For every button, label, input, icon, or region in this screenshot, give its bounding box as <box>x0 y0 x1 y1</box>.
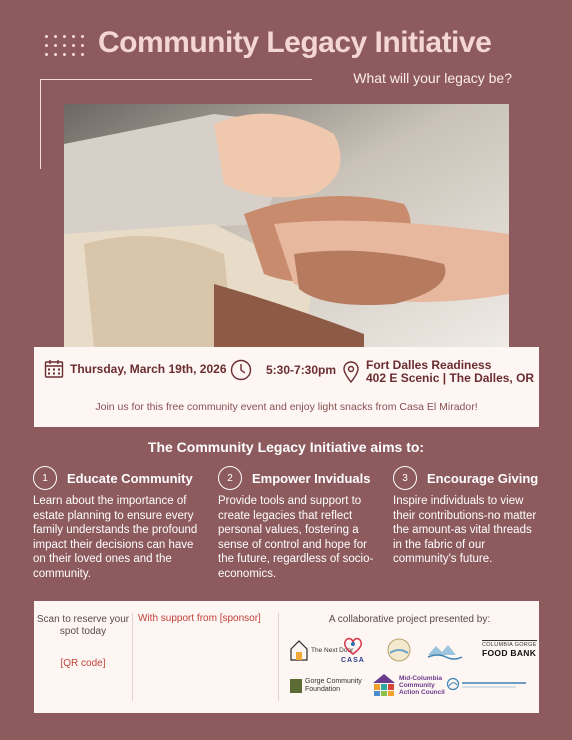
aim-number-badge: 2 <box>218 466 242 490</box>
aim-title: Empower Inviduals <box>252 470 371 486</box>
sponsor-text: With support from [sponsor] <box>138 613 261 624</box>
event-date: Thursday, March 19th, 2026 <box>44 359 227 379</box>
footer-panel <box>34 601 539 713</box>
colorful-house-icon <box>372 673 396 697</box>
casa-figure-icon <box>342 635 364 657</box>
aims-heading: The Community Legacy Initiative aims to: <box>147 439 425 455</box>
event-details-panel <box>34 347 539 427</box>
foundation-square-icon <box>290 679 302 693</box>
aim-column-1 <box>33 465 205 581</box>
aim-body: Provide tools and support to create legacies that reflect personal values, fostering a sense of control and hope for the future, regardless of socio-economics. <box>218 495 374 580</box>
logo-mid-columbia-community-action-council: Mid-Columbia Community Action Council <box>372 673 445 697</box>
logo-big-river <box>426 641 464 661</box>
page-title: Community Legacy Initiative <box>98 26 492 59</box>
scan-to-reserve-text: Scan to reserve your spot today <box>36 614 130 637</box>
footer-divider <box>278 613 279 701</box>
collaborative-heading: A collaborative project presented by: <box>328 614 491 625</box>
aim-column-2 <box>218 465 378 581</box>
aim-title: Encourage Giving <box>427 470 539 486</box>
map-pin-icon <box>342 361 360 383</box>
aim-body: Inspire individuals to view their contributions-no matter the amount-as vital threads in the fabric of our community's future. <box>393 495 537 565</box>
event-location <box>342 359 534 385</box>
page-subtitle: What will your legacy be? <box>353 70 512 86</box>
decorative-dot-grid <box>42 32 88 56</box>
logo-the-next-door: The Next Door <box>290 639 353 661</box>
logo-gorge-river <box>386 637 412 663</box>
event-time: 5:30-7:30pm <box>230 359 336 381</box>
logo-casa: CASA <box>341 635 365 664</box>
aim-number-badge: 1 <box>33 466 57 490</box>
aim-body: Learn about the importance of estate planning to ensure every family understands the profound impact their decisions can have on their loved ones and the community. <box>33 495 198 580</box>
aim-column-3 <box>393 465 543 567</box>
logo-columbia-gorge-orchestra <box>446 677 528 691</box>
aim-title: Educate Community <box>67 470 193 486</box>
event-note: Join us for this free community event and enjoy light snacks from Casa El Mirador! <box>95 401 478 413</box>
location-name: Fort Dalles Readiness <box>366 358 492 372</box>
calendar-icon <box>44 359 64 379</box>
clock-icon <box>230 359 252 381</box>
location-address: 402 E Scenic | The Dalles, OR <box>366 371 535 385</box>
aim-number-badge: 3 <box>393 466 417 490</box>
qr-code-placeholder[interactable]: [QR code] <box>60 658 106 669</box>
mountain-wave-icon <box>426 641 464 661</box>
hero-photo-stacked-hands <box>64 104 509 348</box>
footer-divider <box>132 613 133 701</box>
logo-columbia-gorge-food-bank: COLUMBIA GORGE FOOD BANK <box>482 642 537 658</box>
orchestra-swirl-icon <box>446 677 528 691</box>
river-circle-icon <box>386 637 412 663</box>
house-icon <box>290 639 308 661</box>
logo-gorge-community-foundation: Gorge Community Foundation <box>290 678 375 694</box>
